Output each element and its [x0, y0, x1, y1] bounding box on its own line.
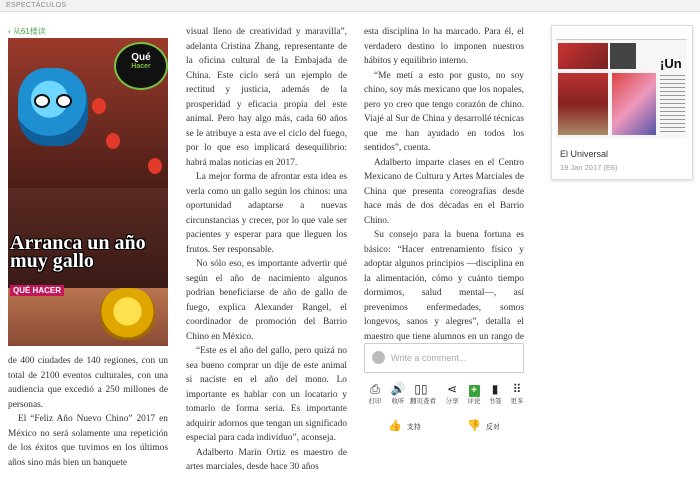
paragraph: de 400 ciudades de 140 regiones, con un total de 2100 eventos culturales, con una audiencia que excedió a 250 millones de personas. [8, 356, 168, 410]
oppose-button[interactable] [467, 419, 500, 435]
tool-label: 分享 [445, 398, 459, 405]
section-title: ESPECTÁCULOS [6, 2, 67, 9]
hero-image [8, 38, 168, 346]
speaker-icon: 🔊 [390, 382, 406, 396]
support-button[interactable] [388, 419, 421, 435]
back-link[interactable] [8, 27, 46, 37]
tool-label: 收听 [391, 398, 405, 405]
comment-placeholder: Write a comment... [391, 353, 467, 363]
article-column-1 [8, 354, 168, 470]
paragraph: Adalberto imparte clases en el Centro Mexicano de Cultura y Artes Marciales de China que presenta coreografías desde hace más de dos décadas en el Barrio Chino. [364, 157, 524, 226]
tool-label: 评论 [467, 398, 481, 405]
paragraph: Su consejo para la buena fortuna es básico: “Hacer entrenamiento físico y adoptar algunos principios —disciplina en la alimentación, cómo y cuánto tiempo dormimos, salud mental—, así prevenimos enfermedades, somos longevos, sanos y alegres”, detalla el maestro que tiene alumnos en un rango de [364, 230, 524, 342]
lantern-icon [92, 98, 106, 114]
publication-name: El Universal [560, 149, 609, 159]
page-thumbnail[interactable] [556, 31, 687, 138]
paragraph: visual lleno de creatividad y maravilla”, adelanta Cristina Zhang, representante de la oficina cultural de la Embajada de China. Este ciclo será un ejemplo de rectitud y justicia, además de la prosperidad y eficacia propia del este animal. Pero hay algo más, cada 60 años se le atribuye a esta ave el ciclo del fuego, por lo que eso implicará desequilibrio: habrá malas noticias en 2017. [186, 27, 347, 168]
publication-date: 19 Jan 2017 (E6) [560, 163, 618, 172]
que-hacer-badge: Qué Hacer [114, 42, 168, 90]
lantern-icon [106, 133, 120, 149]
paragraph: esta disciplina lo ha marcado. Para él, el verdadero destino lo imponen nuestros hábitos y equilibrio interno. [364, 27, 524, 66]
section-tag: QUÉ HACER [10, 285, 64, 296]
yellow-lion-figure [100, 288, 155, 340]
comment-input[interactable] [364, 343, 524, 373]
paragraph: “Me metí a esto por gusto, no soy chino, soy más mexicano que los nopales, pero yo creo que tengo corazón de chino. Viajé al Sur de China y desarrollé técnicas que me han ayudado en todos los sentidos”, cuenta. [364, 70, 524, 153]
paragraph: “Este es el año del gallo, pero quizá no sea bueno comprar un dije de este animal si naciste en el año del mono. Lo importante es hablar con un locatario y tomarlo de forma seria. Es importante adquirir adornos que tengan un significado especial para cada individuo”, aconseja. [186, 346, 347, 443]
tool-label: 翻页查看 [410, 398, 436, 405]
bookmark-icon: ▮ [491, 382, 499, 396]
speaker-button[interactable] [387, 381, 409, 406]
article-column-2 [186, 25, 347, 475]
lantern-icon [148, 158, 162, 174]
support-label: 支持 [406, 424, 421, 431]
thumbnail-headline: ¡Un [660, 56, 682, 71]
book-icon: ▯▯ [414, 382, 428, 396]
article-column-3 [364, 25, 524, 359]
section-header [0, 0, 700, 12]
thumbs-down-icon: 👎 [467, 419, 481, 432]
paragraph: La mejor forma de afrontar esta idea es verla como un gallo según los chinos: una oportunidad adaptarse a nuevas circunstancias y crecer, por lo que vale ser pacientes y esperar para que lleguen los frutos. Ser responsable. [186, 172, 347, 255]
back-arrow-icon: ‹ [8, 27, 13, 36]
book-button[interactable] [410, 381, 436, 406]
print-button[interactable] [364, 381, 386, 406]
hero-headline: Arranca un año muy gallo [10, 232, 146, 272]
more-grid-button[interactable] [506, 381, 528, 406]
tool-label: 打印 [368, 398, 382, 405]
share-icon: ⋖ [446, 382, 458, 396]
newspaper-page-card[interactable] [551, 25, 693, 180]
paragraph: No sólo eso, es importante advertir qué según el año de nacimiento algunos podrían beneficiarse de año de gallo de fuego, explica Alexander Rangel, el coordinador de promoción del Barrio Chino en México. [186, 259, 347, 342]
avatar [372, 351, 385, 364]
paragraph: Adalberto Marín Ortiz es maestro de artes marciales, desde hace 30 años [186, 447, 347, 472]
share-button[interactable] [441, 381, 463, 406]
paragraph: El “Feliz Año Nuevo Chino” 2017 en México no será solamente una repetición de los éxitos que tuvimos en los últimos años sino más bien un banquete [8, 414, 168, 468]
bookmark-button[interactable] [484, 381, 506, 406]
tool-label: 书签 [488, 398, 502, 405]
thumbs-up-icon: 👍 [388, 419, 402, 432]
more-grid-icon: ⠿ [512, 382, 522, 396]
article-toolbar [364, 381, 524, 411]
blue-lion-figure [18, 68, 88, 146]
print-icon: ⎙ [370, 382, 380, 396]
tool-label: 更多 [510, 398, 524, 405]
comment-plus-icon: + [463, 381, 485, 397]
back-link-label: 从61楼读 [12, 27, 46, 36]
comment-plus-button[interactable] [463, 381, 485, 406]
oppose-label: 反对 [485, 424, 500, 431]
